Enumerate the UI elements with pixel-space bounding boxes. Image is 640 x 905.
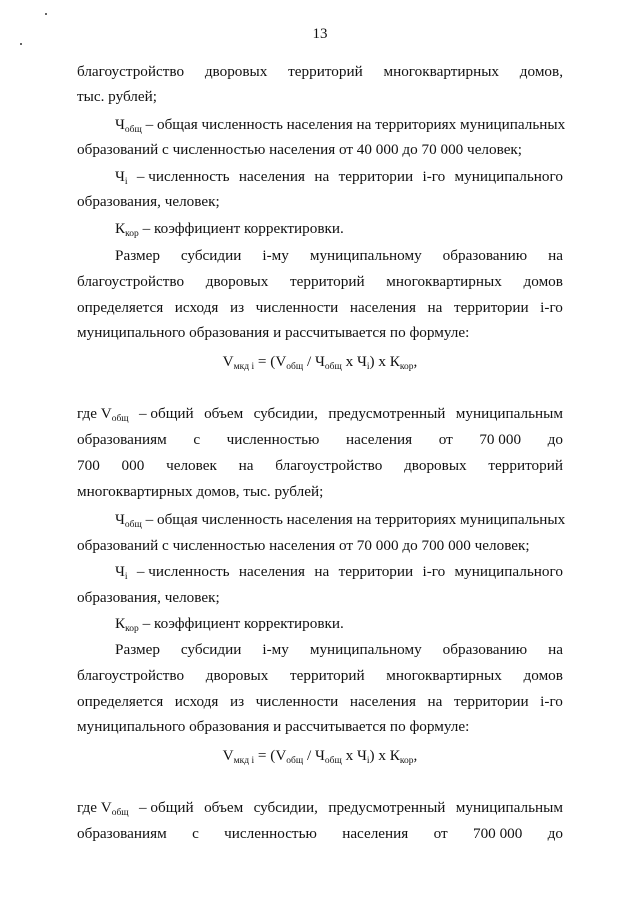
text-line: муниципального образования и рассчитывается по формуле:: [77, 718, 470, 735]
formula: $V_{мкд i} = (V_{общ} / Ч_{общ}$ х $Ч_i$) х $К_{кор}$,: [222, 353, 418, 372]
formula: $V_{мкд i} = (V_{общ} / Ч_{общ}$ х $Ч_i$) х $К_{кор}$,: [222, 747, 418, 766]
scan-speck: [45, 13, 47, 15]
text-line: где $V_{общ}$ – общий объем субсидии, предусмотренный муниципальным: [77, 799, 563, 818]
text-line: тыс. рублей;: [77, 88, 157, 105]
text-line: 700 000 человек на благоустройство дворовых территорий: [77, 457, 563, 474]
text-line: $Ч_i$ – численность населения на территории i-го муниципального: [115, 168, 563, 187]
text-line: образованиям с численностью населения от 70 000 до: [77, 431, 563, 448]
text-line: образованиям с численностью населения от 700 000 до: [77, 825, 563, 842]
text-line: $К_{кор}$ – коэффициент корректировки.: [115, 220, 344, 239]
text-line: образования, человек;: [77, 193, 220, 210]
text-line: Размер субсидии i-му муниципальному образованию на: [115, 247, 563, 264]
scan-speck: [20, 43, 22, 45]
text-line: $Ч_{общ}$ – общая численность населения на территориях муниципальных: [115, 511, 566, 530]
text-line: определяется исходя из численности населения на территории i-го: [77, 693, 563, 710]
text-line: благоустройство дворовых территорий многоквартирных домов: [77, 273, 563, 290]
text-line: образований с численностью населения от 40 000 до 70 000 человек;: [77, 141, 523, 158]
text-line: определяется исходя из численности населения на территории i-го: [77, 299, 563, 316]
text-line: $Ч_i$ – численность населения на территории i-го муниципального: [115, 563, 563, 582]
text-line: $Ч_{общ}$ – общая численность населения на территориях муниципальных: [115, 116, 566, 135]
text-line: образований с численностью населения от 70 000 до 700 000 человек;: [77, 537, 530, 554]
text-line: $К_{кор}$ – коэффициент корректировки.: [115, 615, 344, 634]
text-line: образования, человек;: [77, 589, 220, 606]
text-line: многоквартирных домов, тыс. рублей;: [77, 483, 324, 500]
text-line: благоустройство дворовых территорий многоквартирных домов: [77, 667, 563, 684]
page-number: 13: [312, 26, 328, 42]
text-line: муниципального образования и рассчитывается по формуле:: [77, 324, 470, 341]
text-line: Размер субсидии i-му муниципальному образованию на: [115, 641, 563, 658]
text-line: благоустройство дворовых территорий многоквартирных домов,: [77, 63, 563, 80]
text-line: где $V_{общ}$ – общий объем субсидии, предусмотренный муниципальным: [77, 405, 563, 424]
